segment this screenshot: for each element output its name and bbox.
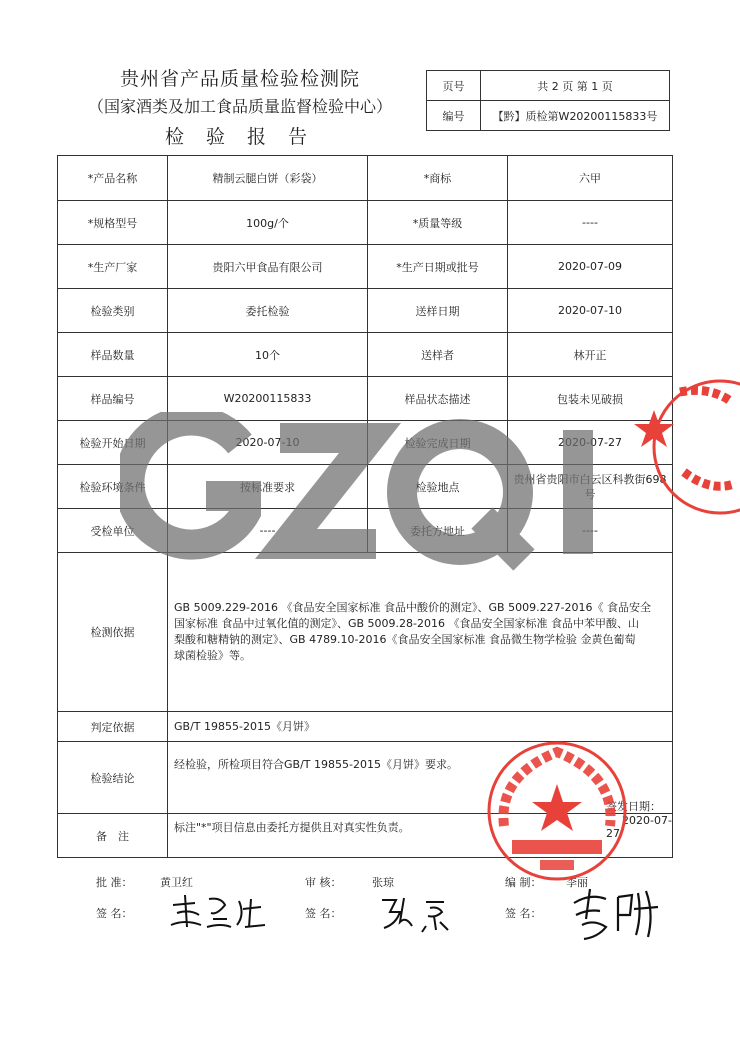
sample-no-label: 样品编号 [58,377,168,421]
sample-state-value: 包装未见破损 [508,377,673,421]
sample-qty-label: 样品数量 [58,333,168,377]
side-seal [610,372,740,522]
report-no-label: 编号 [427,101,481,131]
page-label: 页号 [427,71,481,101]
spec-value: 100g/个 [168,201,368,245]
grade-value: ---- [508,201,673,245]
test-basis-line-1: GB 5009.229-2016 《食品安全国家标准 食品中酸价的测定》、GB 5009.227-2016《 食品安全 [174,601,652,614]
start-date-label: 检验开始日期 [58,421,168,465]
page-value: 共 2 页 第 1 页 [481,71,670,101]
inspected-unit-value: ---- [168,509,368,553]
manufacturer-label: *生产厂家 [58,245,168,289]
table-row [58,553,673,712]
gzqi-watermark [120,412,620,572]
sample-date-label: 送样日期 [368,289,508,333]
issue-date-value: 2020-07-27 [606,814,672,840]
location-line-1: 贵州省贵阳市白云区科教街698 [513,472,667,486]
judge-basis-value: GB/T 19855-2015《月饼》 [168,712,673,742]
test-type-value: 委托检验 [168,289,368,333]
approver-signature [165,885,275,935]
production-date-label: *生产日期或批号 [368,245,508,289]
report-no-value: 【黔】质检第W20200115833号 [481,101,670,131]
test-basis-line-2: 国家标准 食品中过氧化值的测定》、GB 5009.28-2016 《食品安全国家标准 食品中苯甲酸、山 [174,617,640,630]
client-address-label: 委托方地址 [368,509,508,553]
table-row [58,201,673,245]
location-label: 检验地点 [368,465,508,509]
review-name: 张琼 [372,876,394,889]
product-name-label: *产品名称 [58,156,168,201]
sample-date-value: 2020-07-10 [508,289,673,333]
review-label: 审 核： [305,876,342,889]
start-date-value: 2020-07-10 [168,421,368,465]
compiler-signature [568,885,668,945]
end-date-value: 2020-07-27 [508,421,673,465]
table-row [58,156,673,201]
report-info-box [426,70,670,131]
sender-label: 送样者 [368,333,508,377]
center-name: （国家酒类及加工食品质量监督检验中心） [87,97,392,116]
institute-name: 贵州省产品质量检验检测院 [119,68,360,90]
judge-basis-label: 判定依据 [58,712,168,742]
approve-label: 批 准： [96,876,133,889]
reviewer-signature [378,892,468,934]
test-basis-value [168,553,673,712]
approve-name: 黄卫红 [160,876,193,889]
manufacturer-value: 贵阳六甲食品有限公司 [168,245,368,289]
sample-no-value: W20200115833 [168,377,368,421]
grade-label: *质量等级 [368,201,508,245]
table-row [58,289,673,333]
conclusion-label: 检验结论 [58,742,168,814]
conclusion-text: 经检验，所检项目符合GB/T 19855-2015《月饼》要求。 [174,758,458,771]
test-basis-line-3: 梨酸和糖精钠的测定》、GB 4789.10-2016《食品安全国家标准 食品微生物学检验 金黄色葡萄 [174,633,636,646]
spec-label: *规格型号 [58,201,168,245]
test-basis-line-4: 球菌检验》等。 [174,649,251,662]
trademark-value: 六甲 [508,156,673,201]
official-seal [482,736,632,886]
test-basis-label: 检测依据 [58,553,168,712]
table-row [58,333,673,377]
end-date-label: 检验完成日期 [368,421,508,465]
report-title: 检 验 报 告 [164,126,316,148]
trademark-label: *商标 [368,156,508,201]
env-value: 按标准要求 [168,465,368,509]
sign-label-3: 签 名： [505,907,542,920]
sender-value: 林开正 [508,333,673,377]
location-line-2: 号 [584,487,596,501]
inspected-unit-label: 受检单位 [58,509,168,553]
env-label: 检验环境条件 [58,465,168,509]
remark-label: 备 注 [58,814,168,858]
sign-label-1: 签 名： [96,907,133,920]
product-name-value: 精制云腿白饼（彩袋） [168,156,368,201]
production-date-value: 2020-07-09 [508,245,673,289]
sample-qty-value: 10个 [168,333,368,377]
table-row [58,245,673,289]
compile-name: 李丽 [566,876,588,889]
test-type-label: 检验类别 [58,289,168,333]
client-address-value: ---- [508,509,673,553]
issue-date-label: 签发日期： [606,800,661,813]
compile-label: 编 制： [505,876,542,889]
sample-state-label: 样品状态描述 [368,377,508,421]
sign-label-2: 签 名： [305,907,342,920]
remark-value: 标注"*"项目信息由委托方提供且对真实性负责。 [168,814,673,858]
